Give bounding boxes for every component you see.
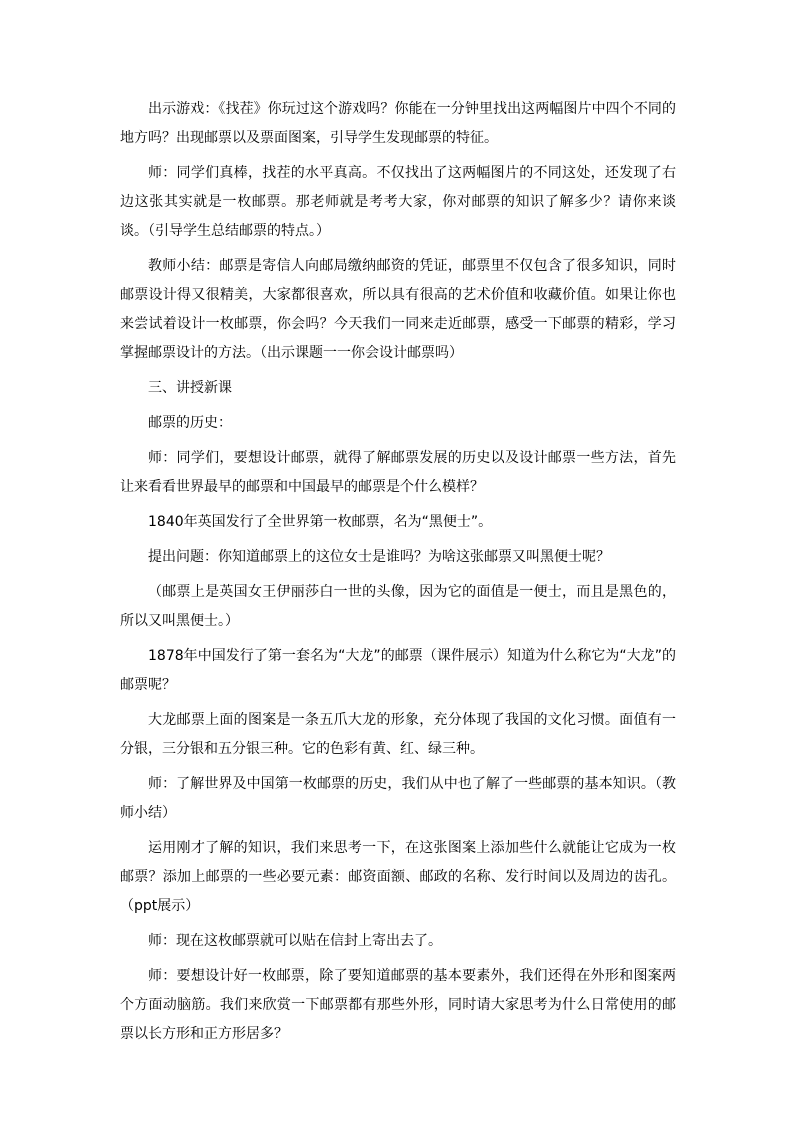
paragraph-stamp-elements: 运用刚才了解的知识，我们来思考一下，在这张图案上添加些什么就能让它成为一枚邮票？添加上邮票的一些必要元素：邮资面额、邮政的名称、发行时间以及周边的齿孔。（ppt展示） [120,840,676,914]
paragraph-history-summary: 师：了解世界及中国第一枚邮票的历史，我们从中也了解了一些邮票的基本知识。（教师小结） [120,776,676,821]
document-body [120,95,676,1055]
paragraph-dragon-description: 大龙邮票上面的图案是一条五爪大龙的形象，充分体现了我国的文化习惯。面值有一分银，三分银和五分银三种。它的色彩有黄、红、绿三种。 [120,712,676,757]
paragraph-answer: （邮票上是英国女王伊丽莎白一世的头像，因为它的面值是一便士，而且是黑色的，所以又叫黑便士。） [120,584,676,629]
paragraph-stamp-shapes: 师：要想设计好一枚邮票，除了要知道邮票的基本要素外，我们还得在外形和图案两个方面动脑筋。我们来欣赏一下邮票都有那些外形，同时请大家思考为什么日常使用的邮票以长方形和正方形居多？ [120,968,676,1042]
paragraph-ready-to-mail: 师：现在这枚邮票就可以贴在信封上寄出去了。 [148,933,442,949]
paragraph-teacher-praise: 师：同学们真棒，找茬的水平真高。不仅找出了这两幅图片的不同这处，还发现了右边这张其实就是一枚邮票。那老师就是考考大家，你对邮票的知识了解多少？请你来谈谈。（引导学生总结邮票的特点。） [120,165,676,239]
section-heading-new-lesson: 三、讲授新课 [148,380,232,396]
paragraph-game-intro: 出示游戏：《找茬》你玩过这个游戏吗？你能在一分钟里找出这两幅图片中四个不同的地方吗？出现邮票以及票面图案，引导学生发现邮票的特征。 [120,101,676,146]
subheading-stamp-history: 邮票的历史： [148,415,232,431]
paragraph-big-dragon: 1878年中国发行了第一套名为“大龙”的邮票（课件展示）知道为什么称它为“大龙”的邮票呢？ [120,648,676,693]
paragraph-penny-black: 1840年英国发行了全世界第一枚邮票，名为“黑便士”。 [148,514,493,530]
paragraph-question: 提出问题：你知道邮票上的这位女士是谁吗？为啥这张邮票又叫黑便士呢？ [148,549,610,565]
paragraph-history-intro: 师：同学们，要想设计邮票，就得了解邮票发展的历史以及设计邮票一些方法，首先让来看看世界最早的邮票和中国最早的邮票是个什么模样？ [120,450,676,495]
paragraph-teacher-summary: 教师小结：邮票是寄信人向邮局缴纳邮资的凭证，邮票里不仅包含了很多知识，同时邮票设计得又很精美，大家都很喜欢，所以具有很高的艺术价值和收藏价值。如果让你也来尝试着设计一枚邮票，你会吗？今天我们一同来走近邮票，感受一下邮票的精彩，学习掌握邮票设计的方法。（出示课题一一你会设计邮票吗） [120,258,676,361]
